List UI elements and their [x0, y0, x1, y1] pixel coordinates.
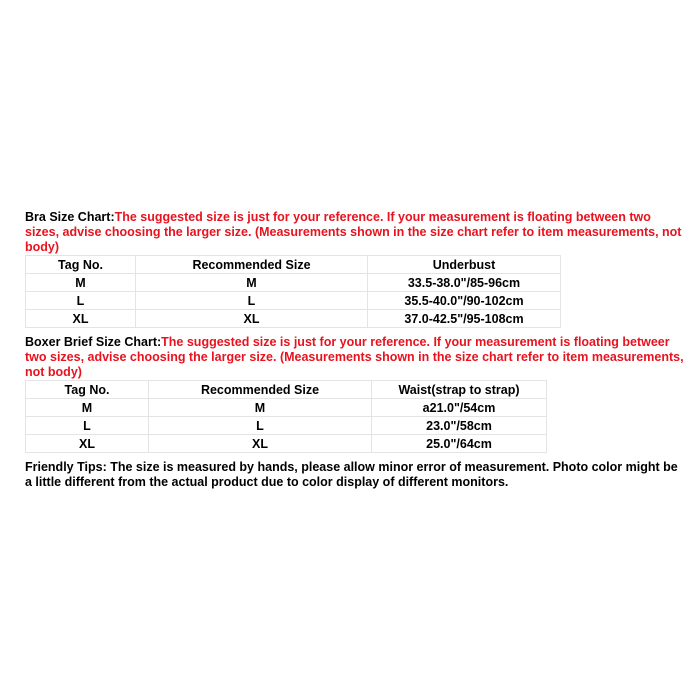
bra-size-chart-section	[25, 210, 684, 328]
table-cell-recommended: XL	[149, 435, 372, 453]
table-cell-tag: M	[26, 274, 136, 292]
bra-chart-description	[25, 210, 684, 255]
column-header-recommended-size: Recommended Size	[149, 381, 372, 399]
table-cell-tag: M	[26, 399, 149, 417]
column-header-recommended-size: Recommended Size	[136, 256, 368, 274]
table-cell-recommended: XL	[136, 310, 368, 328]
column-header-tag-no: Tag No.	[26, 381, 149, 399]
column-header-waist: Waist(strap to strap)	[372, 381, 547, 399]
table-row	[26, 310, 561, 328]
table-cell-underbust: 35.5-40.0"/90-102cm	[368, 292, 561, 310]
column-header-underbust: Underbust	[368, 256, 561, 274]
table-cell-waist: a21.0"/54cm	[372, 399, 547, 417]
table-cell-tag: L	[26, 417, 149, 435]
table-cell-tag: XL	[26, 310, 136, 328]
table-row	[26, 274, 561, 292]
boxer-chart-description	[25, 335, 684, 380]
table-cell-recommended: L	[149, 417, 372, 435]
table-row	[26, 435, 547, 453]
table-cell-waist: 25.0"/64cm	[372, 435, 547, 453]
table-cell-recommended: M	[149, 399, 372, 417]
table-row	[26, 292, 561, 310]
boxer-size-table	[25, 380, 547, 453]
table-row	[26, 417, 547, 435]
bra-chart-note: The suggested size is just for your reference. If your measurement is floating between two sizes, advise choosing the larger size. (Measurements shown in the size chart refer to item measurements, not body)	[25, 210, 682, 254]
table-cell-tag: L	[26, 292, 136, 310]
boxer-chart-note: The suggested size is just for your reference. If your measurement is floating betweer two sizes, advise choosing the larger size. (Measurements shown in the size chart refer to item measurements, not body)	[25, 335, 684, 379]
table-cell-recommended: M	[136, 274, 368, 292]
boxer-chart-heading: Boxer Brief Size Chart:	[25, 335, 162, 349]
boxer-brief-size-chart-section	[25, 335, 684, 453]
bra-chart-heading: Bra Size Chart:	[25, 210, 115, 224]
friendly-tips-text: Friendly Tips: The size is measured by hands, please allow minor error of measurement. Photo color might be a little different from the actual product due to color display of different monitors.	[25, 460, 678, 489]
table-cell-tag: XL	[26, 435, 149, 453]
table-cell-waist: 23.0"/58cm	[372, 417, 547, 435]
table-header-row	[26, 256, 561, 274]
table-row	[26, 399, 547, 417]
bra-size-table	[25, 255, 561, 328]
table-cell-underbust: 37.0-42.5"/95-108cm	[368, 310, 561, 328]
table-cell-recommended: L	[136, 292, 368, 310]
table-cell-underbust: 33.5-38.0"/85-96cm	[368, 274, 561, 292]
column-header-tag-no: Tag No.	[26, 256, 136, 274]
friendly-tips-section	[25, 460, 684, 490]
table-header-row	[26, 381, 547, 399]
